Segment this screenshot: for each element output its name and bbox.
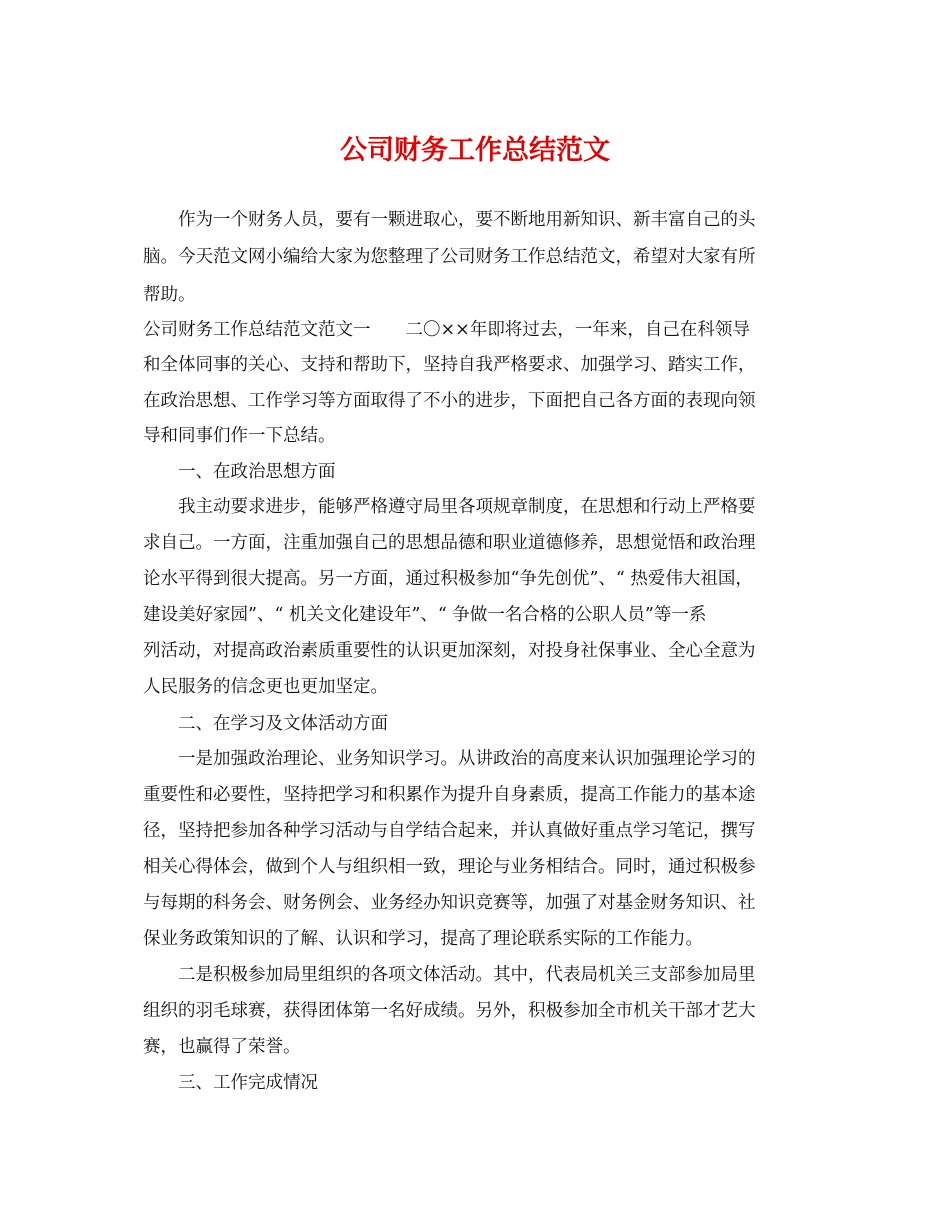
text-line: 论水平得到很大提高。另一方面，通过积极参加“争先创优”、“ 热爱伟大祖国， (143, 569, 753, 589)
text-line: 保业务政策知识的了解、认识和学习，提高了理论联系实际的工作能力。 (143, 929, 703, 949)
document-title: 公司财务工作总结范文 (340, 135, 610, 166)
text-line: 组织的羽毛球赛，获得团体第一名好成绩。另外，积极参加全市机关干部才艺大 (143, 1001, 756, 1021)
text-line: 赛，也赢得了荣誉。 (143, 1037, 301, 1057)
text-line: 列活动，对提高政治素质重要性的认识更加深刻，对投身社保事业、全心全意为 (143, 641, 756, 661)
text-line: 脑。今天范文网小编给大家为您整理了公司财务工作总结范文，希望对大家有所 (143, 247, 756, 267)
text-line: 作为一个财务人员，要有一颗进取心，要不断地用新知识、新丰富自己的头 (178, 210, 756, 230)
text-line: 重要性和必要性，坚持把学习和积累作为提升自身素质，提高工作能力的基本途 (143, 785, 756, 805)
section-heading: 一、在政治思想方面 (178, 462, 336, 482)
text-line: 和全体同事的关心、支持和帮助下，坚持自我严格要求、加强学习、踏实工作， (143, 355, 756, 375)
text-line: 径，坚持把参加各种学习活动与自学结合起来，并认真做好重点学习笔记，撰写 (143, 821, 756, 841)
text-line: 在政治思想、工作学习等方面取得了不小的进步，下面把自己各方面的表现向领 (143, 391, 756, 411)
section-heading: 二、在学习及文体活动方面 (178, 714, 388, 734)
section-heading: 三、工作完成情况 (178, 1073, 318, 1093)
text-line: 建设美好家园”、“ 机关文化建设年”、“ 争做一名合格的公职人员”等一系 (143, 605, 707, 625)
text-line: 我主动要求进步，能够严格遵守局里各项规章制度，在思想和行动上严格要 (178, 497, 756, 517)
text-line: 导和同事们作一下总结。 (143, 426, 336, 446)
text-line: 一是加强政治理论、业务知识学习。从讲政治的高度来认识加强理论学习的 (178, 749, 756, 769)
text-line: 帮助。 (143, 285, 196, 305)
text-line: 人民服务的信念更也更加坚定。 (143, 677, 388, 697)
text-line: 二是积极参加局里组织的各项文体活动。其中，代表局机关三支部参加局里 (178, 965, 756, 985)
text-line: 公司财务工作总结范文范文一 二〇××年即将过去，一年来，自己在科领导 (143, 320, 750, 340)
text-line: 相关心得体会，做到个人与组织相一致，理论与业务相结合。同时，通过积极参 (143, 857, 756, 877)
text-line: 与每期的科务会、财务例会、业务经办知识竞赛等，加强了对基金财务知识、社 (143, 893, 756, 913)
text-line: 求自己。一方面，注重加强自己的思想品德和职业道德修养，思想觉悟和政治理 (143, 533, 756, 553)
